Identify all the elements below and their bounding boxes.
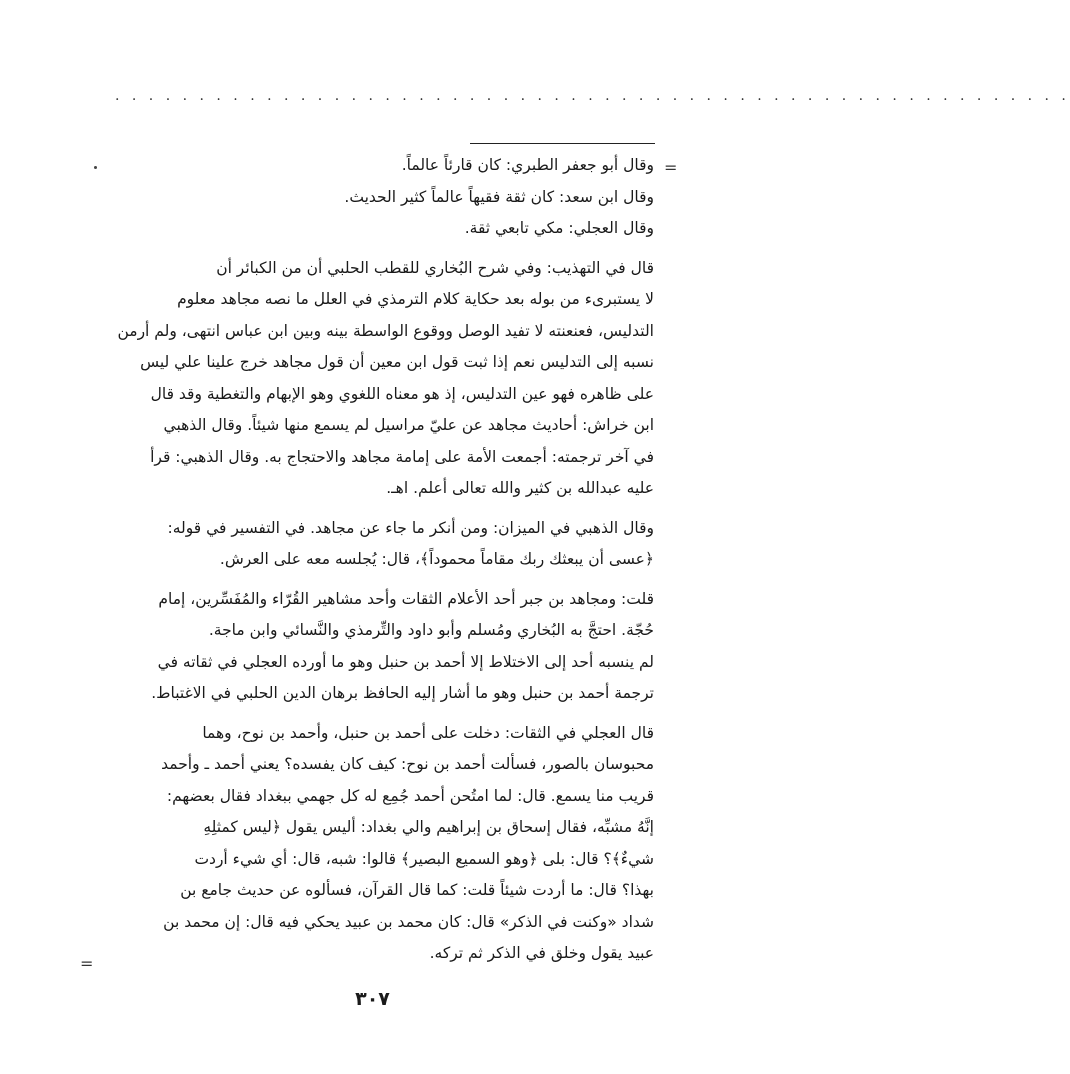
paragraph-qultu [92,584,654,710]
text-line: قريب منا يسمع. قال: لما امتُحن أحمد جُمِع له كل جهمي ببغداد فقال بعضهم: [166,786,654,805]
text-line: قال في التهذيب: وفي شرح البُخاري للقطب الحلبي أن من الكبائر أن [216,258,654,277]
text-line: بهذا؟ قال: ما أردت شيئاً قلت: كما قال القرآن، فسألوه عن حديث جامع بن [180,881,654,899]
paragraph-ibn-saad [92,182,654,214]
text-line: عليه عبدالله بن كثير والله تعالى أعلم. اهـ. [386,479,654,497]
paragraph-tahdhib [92,253,654,505]
text-line: محبوسان بالصور، فسألت أحمد بن نوح: كيف كان يفسده؟ يعني أحمد ـ وأحمد [161,755,654,773]
margin-mark-bottom: = [80,954,94,973]
text-line: وقال ابن سعد: كان ثقة فقيهاً عالماً كثير الحديث. [344,187,654,206]
main-text [92,150,654,970]
text-line: لم ينسبه أحد إلى الاختلاط إلا أحمد بن حنبل وهو ما أورده العجلي في ثقاته في [157,652,654,671]
paragraph-thiqat [92,718,654,970]
text-line: ترجمة أحمد بن حنبل وهو ما أشار إليه الحافظ برهان الدين الحلبي في الاغتباط. [151,684,654,702]
text-line: نسبه إلى التدليس نعم إذا ثبت قول ابن معين أن قول مجاهد خرج علينا علي ليس [140,353,654,371]
text-line: شداد «وكنت في الذكر» قال: كان محمد بن عبيد يحكي فيه قال: إن محمد بن [163,912,654,931]
footnote-separator-rule [470,143,655,144]
text-line: وقال العجلي: مكي تابعي ثقة. [464,219,654,237]
margin-mark-top: = [664,158,678,177]
text-line: عبيد يقول وخلق في الذكر ثم تركه. [429,944,654,962]
text-line: حُجّة. احتجَّ به البُخاري ومُسلم وأبو داود والتِّرمذي والنَّسائي وابن ماجة. [208,621,654,639]
text-line: شيءٌ﴾؟ قال: بلى ﴿وهو السميع البصير﴾ قالوا: شبه، قال: أي شيء أردت [194,849,654,868]
text-line: وقال أبو جعفر الطبري: كان قارئاً عالماً. [401,156,654,174]
text-line: ﴿عسى أن يبعثك ربك مقاماً محموداً﴾، قال: يُجلسه معه على العرش. [219,550,654,568]
page-number: ٣٠٧ [355,988,390,1010]
text-line: ابن خراش: أحاديث مجاهد عن عليّ مراسيل لم يسمع منها شيئاً. وقال الذهبي [163,416,654,434]
text-line: في آخر ترجمته: أجمعت الأمة على إمامة مجاهد والاحتجاج به. وقال الذهبي: قرأ [150,447,654,466]
text-line: قلت: ومجاهد بن جبر أحد الأعلام الثقات وأحد مشاهير القُرّاء والمُفَسِّرين، إمام [158,589,654,608]
text-line: إنَّهُ مشبِّه، فقال إسحاق بن إبراهيم والي بغداد: أليس يقول ﴿ليس كمثلِهِ [203,818,654,836]
paragraph-tabari [92,150,654,182]
text-line: على ظاهره فهو عين التدليس، إذ هو معناه اللغوي وهو الإبهام والتغطية وقد قال [150,384,654,403]
text-line: قال العجلي في الثقات: دخلت على أحمد بن حنبل، وأحمد بن نوح، وهما [202,723,654,742]
paragraph-mizan [92,513,654,576]
dot-leader: . . . . . . . . . . . . . . . . . . . . . . . . . . . . . . . . . . . . . . . . . . . . . . . . . . . . . . . . . [115,88,1070,104]
text-line: لا يستبرىء من بوله بعد حكاية كلام الترمذي في العلل ما نصه مجاهد معلوم [177,290,654,308]
text-line: التدليس، فعنعنته لا تفيد الوصل ووقوع الواسطة بينه وبين ابن عباس انتهى، ولم أرمن [117,321,654,340]
text-line: وقال الذهبي في الميزان: ومن أنكر ما جاء عن مجاهد. في التفسير في قوله: [167,518,654,537]
paragraph-ijli [92,213,654,245]
